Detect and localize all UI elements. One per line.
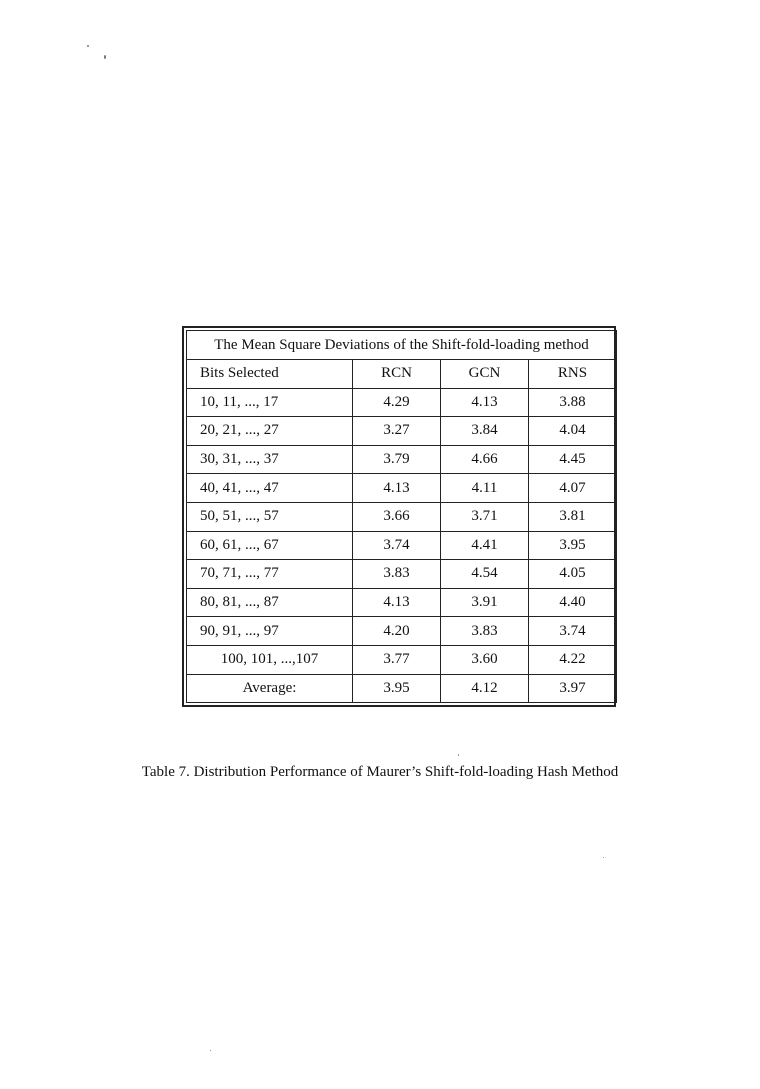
table-row: [187, 531, 617, 560]
table-caption: Table 7. Distribution Performance of Maurer’s Shift-fold-loading Hash Method: [141, 764, 619, 780]
table-title: The Mean Square Deviations of the Shift-fold-loading method: [187, 331, 617, 360]
average-label: Average:: [187, 674, 353, 703]
rns-cell: 3.74: [529, 617, 617, 646]
rns-cell: 4.45: [529, 445, 617, 474]
scan-speck: [210, 1050, 211, 1051]
rns-cell: 4.22: [529, 645, 617, 674]
scan-speck: [458, 754, 459, 756]
bits-cell: 20, 21, ..., 27: [187, 417, 353, 446]
gcn-cell: 3.91: [441, 588, 529, 617]
rns-cell: 3.88: [529, 388, 617, 417]
rns-cell: 4.04: [529, 417, 617, 446]
rcn-cell: 3.66: [353, 502, 441, 531]
gcn-cell: 3.60: [441, 645, 529, 674]
rcn-cell: 3.27: [353, 417, 441, 446]
bits-cell: 10, 11, ..., 17: [187, 388, 353, 417]
bits-cell: 30, 31, ..., 37: [187, 445, 353, 474]
bits-cell: 50, 51, ..., 57: [187, 502, 353, 531]
bits-cell: 100, 101, ...,107: [187, 645, 353, 674]
table-title-row: [187, 331, 617, 360]
bits-cell: 80, 81, ..., 87: [187, 588, 353, 617]
average-gcn: 4.12: [441, 674, 529, 703]
rns-cell: 4.40: [529, 588, 617, 617]
average-rns: 3.97: [529, 674, 617, 703]
table-row: [187, 645, 617, 674]
table-row: [187, 474, 617, 503]
rcn-cell: 3.77: [353, 645, 441, 674]
deviation-table-frame: [182, 326, 616, 707]
rns-cell: 4.07: [529, 474, 617, 503]
rcn-cell: 3.79: [353, 445, 441, 474]
gcn-cell: 3.71: [441, 502, 529, 531]
table-row: [187, 417, 617, 446]
gcn-cell: 4.66: [441, 445, 529, 474]
rcn-cell: 4.13: [353, 474, 441, 503]
gcn-cell: 3.84: [441, 417, 529, 446]
rns-cell: 3.81: [529, 502, 617, 531]
table-row: [187, 588, 617, 617]
gcn-cell: 4.54: [441, 560, 529, 589]
rns-cell: 4.05: [529, 560, 617, 589]
gcn-cell: 4.13: [441, 388, 529, 417]
table-row: [187, 617, 617, 646]
deviation-table: [186, 330, 617, 703]
table-row: [187, 560, 617, 589]
header-gcn: GCN: [441, 360, 529, 389]
bits-cell: 60, 61, ..., 67: [187, 531, 353, 560]
table-row: [187, 388, 617, 417]
scan-speck: [603, 857, 604, 858]
rcn-cell: 4.29: [353, 388, 441, 417]
gcn-cell: 4.11: [441, 474, 529, 503]
table-header-row: [187, 360, 617, 389]
header-rcn: RCN: [353, 360, 441, 389]
header-rns: RNS: [529, 360, 617, 389]
rns-cell: 3.95: [529, 531, 617, 560]
bits-cell: 90, 91, ..., 97: [187, 617, 353, 646]
rcn-cell: 3.74: [353, 531, 441, 560]
average-rcn: 3.95: [353, 674, 441, 703]
bits-cell: 40, 41, ..., 47: [187, 474, 353, 503]
gcn-cell: 4.41: [441, 531, 529, 560]
rcn-cell: 3.83: [353, 560, 441, 589]
table-row: [187, 445, 617, 474]
rcn-cell: 4.20: [353, 617, 441, 646]
scan-speck: [104, 55, 106, 59]
gcn-cell: 3.83: [441, 617, 529, 646]
bits-cell: 70, 71, ..., 77: [187, 560, 353, 589]
table-row: [187, 502, 617, 531]
table-average-row: [187, 674, 617, 703]
scan-speck: [87, 45, 89, 47]
rcn-cell: 4.13: [353, 588, 441, 617]
header-bits-selected: Bits Selected: [187, 360, 353, 389]
